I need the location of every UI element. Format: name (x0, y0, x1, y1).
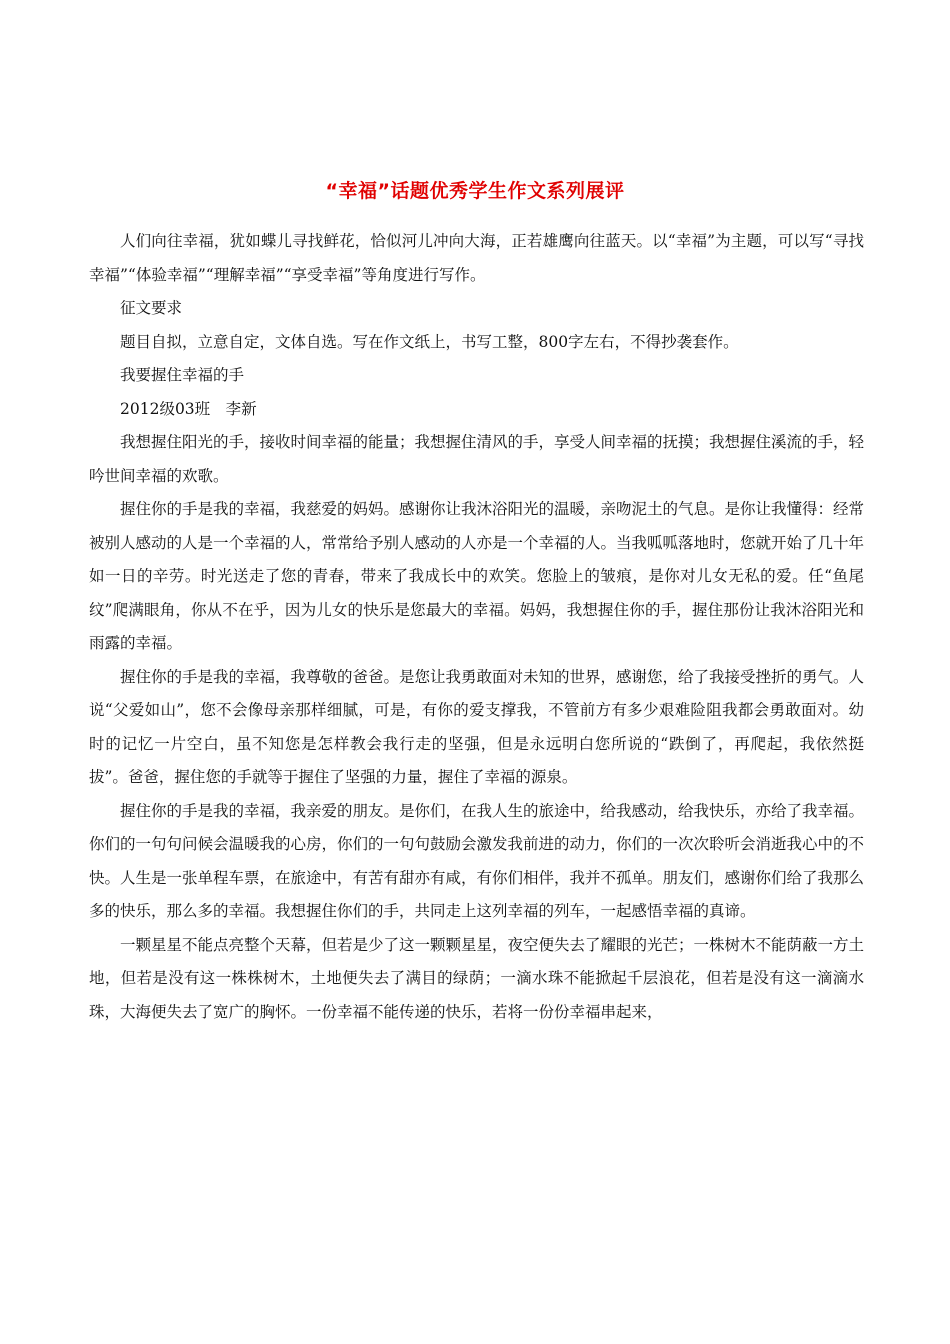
intro-paragraph: 人们向往幸福，犹如蝶儿寻找鲜花，恰似河儿冲向大海，正若雄鹰向往蓝天。以“幸福”为主题，可以写“寻找幸福”“体验幸福”“理解幸福”“享受幸福”等角度进行写作。 (89, 232, 864, 284)
document-title: “幸福”话题优秀学生作文系列展评 (325, 180, 625, 202)
requirements-paragraph: 题目自拟，立意自定，文体自选。写在作文纸上，书写工整，800字左右，不得抄袭套作。 (120, 332, 739, 351)
essay-author: 2012级03班 李新 (120, 399, 257, 418)
essay-paragraph: 握住你的手是我的幸福，我尊敬的爸爸。是您让我勇敢面对未知的世界，感谢您，给了我接受挫折的勇气。人说“父爱如山”，您不会像母亲那样细腻，可是，有你的爱支撑我，不管前方有多少艰难险阻我都会勇敢面对。幼时的记忆一片空白，虽不知您是怎样教会我行走的坚强，但是永远明白您所说的“跌倒了，再爬起，我依然挺拔”。爸爸，握住您的手就等于握住了坚强的力量，握住了幸福的源泉。 (89, 667, 865, 786)
essay-paragraph: 握住你的手是我的幸福，我慈爱的妈妈。感谢你让我沐浴阳光的温暖，亲吻泥土的气息。是你让我懂得：经常被别人感动的人是一个幸福的人，常常给予别人感动的人亦是一个幸福的人。当我呱呱落地时，您就开始了几十年如一日的辛劳。时光送走了您的青春，带来了我成长中的欢笑。您脸上的皱痕，是你对儿女无私的爱。任“鱼尾纹”爬满眼角，你从不在乎，因为儿女的快乐是您最大的幸福。妈妈，我想握住你的手，握住那份让我沐浴阳光和雨露的幸福。 (89, 500, 865, 652)
essay-title: 我要握住幸福的手 (120, 366, 245, 384)
essay-paragraph: 握住你的手是我的幸福，我亲爱的朋友。是你们，在我人生的旅途中，给我感动，给我快乐，亦给了我幸福。你们的一句句问候会温暖我的心房，你们的一句句鼓励会激发我前进的动力，你们的一次次聆听会消逝我心中的不快。人生是一张单程车票，在旅途中，有苦有甜亦有咸，有你们相伴，我并不孤单。朋友们，感谢你们给了我那么多的快乐，那么多的幸福。我想握住你们的手，共同走上这列幸福的列车，一起感悟幸福的真谛。 (89, 801, 865, 920)
document-body (89, 225, 864, 1029)
essay-paragraph: 我想握住阳光的手，接收时间幸福的能量；我想握住清风的手，享受人间幸福的抚摸；我想握住溪流的手，轻吟世间幸福的欢歌。 (89, 433, 865, 485)
essay-paragraph: 一颗星星不能点亮整个天幕，但若是少了这一颗颗星星，夜空便失去了耀眼的光芒；一株树木不能荫蔽一方土地，但若是没有这一株株树木，土地便失去了满目的绿荫；一滴水珠不能掀起千层浪花，但若是没有这一滴滴水珠，大海便失去了宽广的胸怀。一份幸福不能传递的快乐，若将一份份幸福串起来， (89, 935, 865, 1021)
requirements-heading: 征文要求 (120, 299, 183, 317)
